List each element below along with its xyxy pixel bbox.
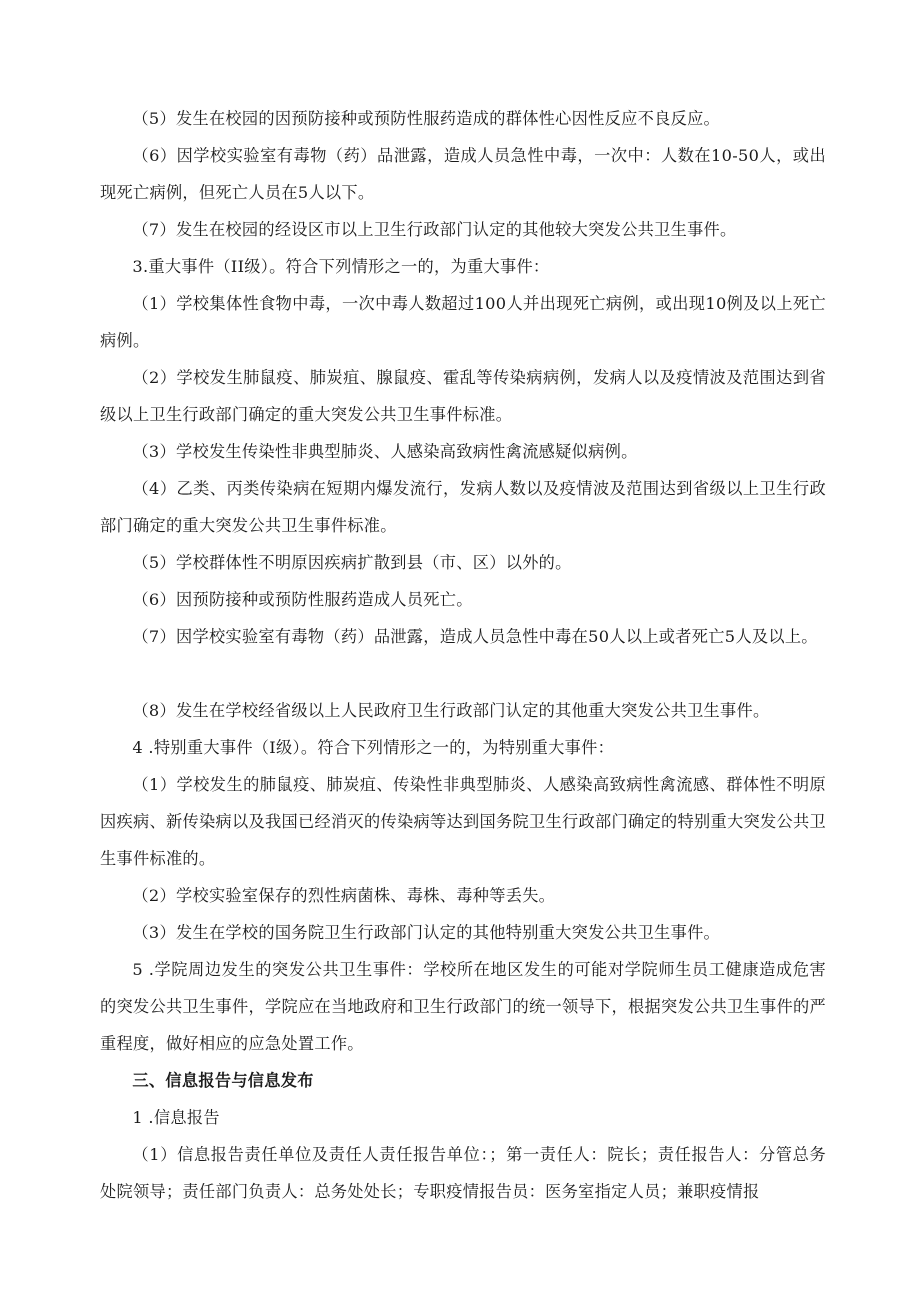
chapter-heading-info-report: 三、信息报告与信息发布	[132, 1071, 314, 1090]
section-heading-info-report: 1 .信息报告	[132, 1108, 220, 1127]
paragraph-especially-2-strain-loss: （2）学校实验室保存的烈性病菌株、毒株、毒种等丢失。	[132, 886, 556, 905]
paragraph-item-5-psychogenic: （5）发生在校园的因预防接种或预防性服药造成的群体性心因性反应不良反应。	[132, 109, 721, 128]
paragraph-report-responsibility: （1）信息报告责任单位及责任人责任报告单位：；第一责任人：院长；责任报告人：分管总务处院领导；责任部门负责人：总务处处长；专职疫情报告员：医务室指定人员；兼职疫情报	[100, 1145, 826, 1201]
paragraph-major-6-vaccination-death: （6）因预防接种或预防性服药造成人员死亡。	[132, 590, 473, 609]
paragraph-major-1-food-poisoning: （1）学校集体性食物中毒，一次中毒人数超过100人并出现死亡病例，或出现10例及以上死亡病例。	[100, 294, 826, 350]
paragraph-major-5-unknown-disease: （5）学校群体性不明原因疾病扩散到县（市、区）以外的。	[132, 553, 572, 572]
paragraph-major-7-lab-leak: （7）因学校实验室有毒物（药）品泄露，造成人员急性中毒在50人以上或者死亡5人及以上。	[132, 627, 818, 646]
paragraph-surrounding-events: 5 .学院周边发生的突发公共卫生事件：学校所在地区发生的可能对学院师生员工健康造成危害的突发公共卫生事件，学院应在当地政府和卫生行政部门的统一领导下，根据突发公共卫生事件的严重程度，做好相应的应急处置工作。	[100, 960, 826, 1053]
section-heading-major-event: 3.重大事件（II级）。符合下列情形之一的，为重大事件：	[132, 257, 550, 276]
paragraph-major-2-plague: （2）学校发生肺鼠疫、肺炭疽、腺鼠疫、霍乱等传染病病例，发病人以及疫情波及范围达到省级以上卫生行政部门确定的重大突发公共卫生事件标准。	[100, 368, 826, 424]
section-heading-especially-major: 4 .特别重大事件（I级）。符合下列情形之一的，为特别重大事件：	[132, 738, 615, 757]
paragraph-item-7-other-major: （7）发生在校园的经设区市以上卫生行政部门认定的其他较大突发公共卫生事件。	[132, 220, 737, 239]
paragraph-especially-1-epidemics: （1）学校发生的肺鼠疫、肺炭疽、传染性非典型肺炎、人感染高致病性禽流感、群体性不明原因疾病、新传染病以及我国已经消灭的传染病等达到国务院卫生行政部门确定的特别重大突发公共卫生事件标准的。	[100, 775, 826, 868]
paragraph-major-4-outbreak: （4）乙类、丙类传染病在短期内爆发流行，发病人数以及疫情波及范围达到省级以上卫生行政部门确定的重大突发公共卫生事件标准。	[100, 479, 826, 535]
paragraph-major-3-sars: （3）学校发生传染性非典型肺炎、人感染高致病性禽流感疑似病例。	[132, 442, 638, 461]
paragraph-major-8-other: （8）发生在学校经省级以上人民政府卫生行政部门认定的其他重大突发公共卫生事件。	[132, 701, 770, 720]
paragraph-especially-3-other: （3）发生在学校的国务院卫生行政部门认定的其他特别重大突发公共卫生事件。	[132, 923, 721, 942]
paragraph-item-6-lab-poisoning: （6）因学校实验室有毒物（药）品泄露，造成人员急性中毒，一次中：人数在10-50人，或出现死亡病例，但死亡人员在5人以下。	[100, 146, 826, 202]
